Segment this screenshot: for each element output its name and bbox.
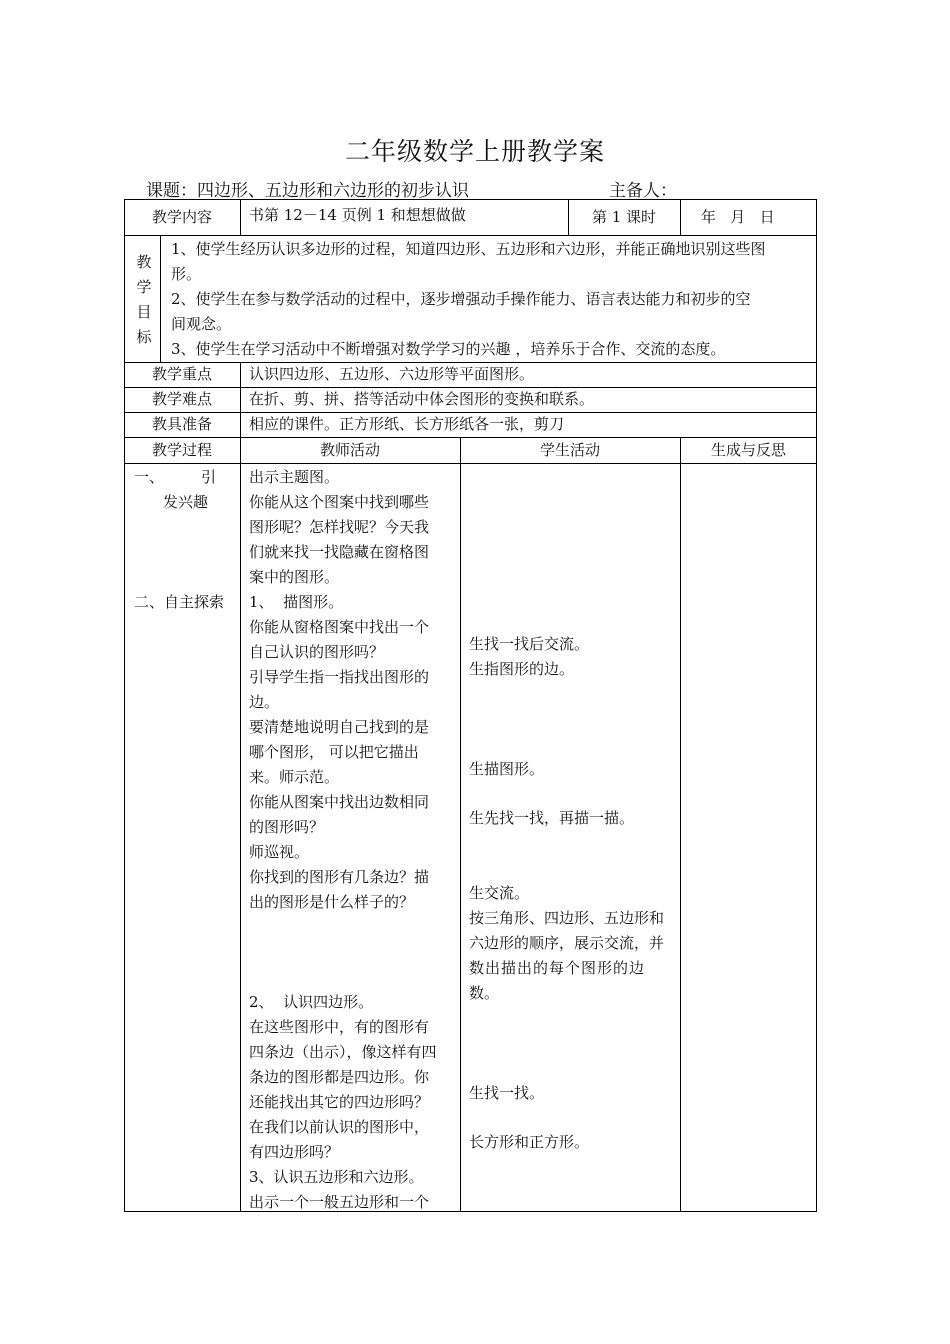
stage-label: 引 [201, 468, 217, 486]
teacher-activity-line: 图形呢？怎样找呢？今天我 [249, 518, 430, 536]
student-activity: 数出描出的每个图形的边 [469, 959, 646, 977]
col-divider [680, 199, 681, 235]
col-divider [680, 437, 681, 1212]
goal-line: 2、使学生在参与数学活动的过程中，逐步增强动手操作能力、语言表达能力和初步的空 [171, 290, 751, 308]
goals-label-char: 目 [136, 303, 152, 321]
student-activity: 生找一找。 [469, 1084, 545, 1102]
col-divider [160, 235, 161, 362]
goal-line: 1、使学生经历认识多边形的过程，知道四边形、五边形和六边形，并能正确地识别这些图 [171, 240, 766, 258]
student-activity: 生先找一找，再描一描。 [469, 809, 635, 827]
teacher-activity-line: 3、认识五边形和六边形。 [249, 1168, 424, 1186]
teacher-activity-line: 还能找出其它的四边形吗？ [249, 1093, 430, 1111]
student-activity: 生找一找后交流。 [469, 635, 590, 653]
key-points-label: 教学重点 [151, 365, 212, 383]
row-divider [124, 463, 817, 464]
goals-label-char: 标 [136, 328, 152, 346]
student-header: 学生活动 [539, 441, 600, 459]
reflection-header: 生成与反思 [710, 441, 786, 459]
stage-label: 一、 [134, 468, 165, 486]
topic-line [146, 176, 826, 201]
student-activity: 生指图形的边。 [469, 660, 575, 678]
stage-label: 二、自主探索 [134, 593, 225, 611]
teacher-activity-line: 案中的图形。 [249, 568, 340, 586]
teacher-activity-line: 自己认识的图形吗？ [249, 643, 385, 661]
teacher-activity-line [249, 915, 457, 940]
row-divider [124, 235, 817, 236]
lesson-number: 第 1 课时 [591, 208, 657, 226]
teacher-activity-line: 2、 认识四边形。 [249, 993, 374, 1011]
goal-line: 间观念。 [171, 315, 232, 333]
goals-label-char: 教 [136, 253, 152, 271]
goal-line: 形。 [171, 265, 202, 283]
topic-text: 课题：四边形、五边形和六边形的初步认识 [146, 181, 469, 201]
teacher-activity-line: 在我们以前认识的图形中， [249, 1118, 430, 1136]
teacher-activity-line: 引导学生指一指找出图形的 [249, 668, 430, 686]
teacher-activity-line: 师巡视。 [249, 843, 310, 861]
teacher-activity-line: 出示一个一般五边形和一个 [249, 1193, 430, 1211]
process-header: 教学过程 [151, 441, 212, 459]
col-divider [240, 199, 241, 235]
teacher-activity-line: 你能从这个图案中找到哪些 [249, 493, 430, 511]
content-value: 书第 12－14 页例 1 和想想做做 [249, 206, 466, 224]
key-points-value: 认识四边形、五边形、六边形等平面图形。 [249, 365, 535, 383]
student-activity: 按三角形、四边形、五边形和 [469, 909, 665, 927]
difficulty-value: 在折、剪、拼、搭等活动中体会图形的变换和联系。 [249, 390, 595, 408]
student-activity: 长方形和正方形。 [469, 1133, 590, 1151]
author-label: 主备人： [609, 181, 677, 201]
teacher-activity-line: 你找到的图形有几条边？描 [249, 868, 430, 886]
student-activity: 六边形的顺序，展示交流，并 [469, 934, 665, 952]
difficulty-label: 教学难点 [151, 390, 212, 408]
date-field: 年 月 日 [701, 208, 775, 226]
teacher-activity-line: 1、 描图形。 [249, 593, 344, 611]
student-activity: 数。 [469, 984, 500, 1002]
teacher-activity-line: 条边的图形都是四边形。你 [249, 1068, 430, 1086]
teacher-activity-line: 有四边形吗？ [249, 1143, 340, 1161]
document-title: 二年级数学上册教学案 [344, 137, 605, 166]
teacher-activity-line: 们就来找一找隐藏在窗格图 [249, 543, 430, 561]
materials-label: 教具准备 [151, 415, 212, 433]
teacher-activity-line: 的图形吗？ [249, 818, 325, 836]
student-activity: 生交流。 [469, 884, 530, 902]
col-divider [240, 362, 241, 1212]
teacher-activity-line: 来。师示范。 [249, 768, 340, 786]
student-activity: 生描图形。 [469, 760, 545, 778]
teacher-activity-line: 你能从图案中找出边数相同 [249, 793, 430, 811]
teacher-activity-line: 在这些图形中，有的图形有 [249, 1018, 430, 1036]
teacher-activity-line: 出示主题图。 [249, 468, 340, 486]
teacher-activity-line [249, 940, 457, 965]
col-divider [460, 437, 461, 1212]
goal-line: 3、使学生在学习活动中不断增强对数学学习的兴趣 ，培养乐于合作、交流的态度。 [171, 340, 726, 358]
goals-label-char: 学 [136, 278, 152, 296]
stage-label: 发兴趣 [163, 493, 209, 511]
teacher-activity-line: 要清楚地说明自己找到的是 [249, 718, 430, 736]
content-label: 教学内容 [151, 208, 212, 226]
teacher-activity-line: 出的图形是什么样子的？ [249, 893, 415, 911]
teacher-activity-line: 你能从窗格图案中找出一个 [249, 618, 430, 636]
teacher-activity-line: 哪个图形， 可以把它描出 [249, 743, 419, 761]
teacher-activity-line: 四条边（出示），像这样有四 [249, 1043, 437, 1061]
teacher-header: 教师活动 [319, 441, 380, 459]
teacher-activity-line: 边。 [249, 693, 280, 711]
materials-value: 相应的课件。正方形纸、长方形纸各一张，剪刀 [249, 415, 565, 433]
goals-label [134, 250, 154, 350]
teacher-activity-line [249, 965, 457, 990]
teacher-activity-column [249, 465, 457, 1215]
